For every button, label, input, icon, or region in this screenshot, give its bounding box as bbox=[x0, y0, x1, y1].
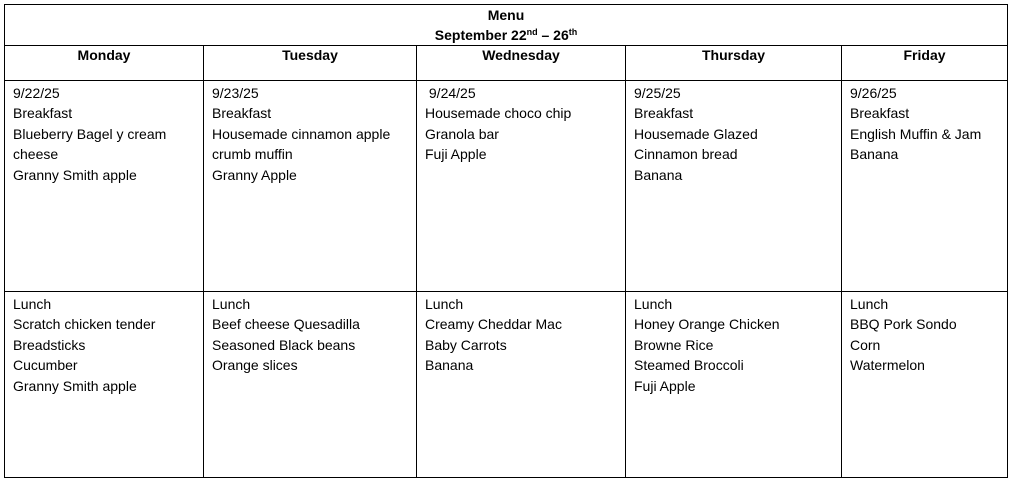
menu-line: Cinnamon bread bbox=[634, 146, 738, 163]
menu-line: Steamed Broccoli bbox=[634, 357, 744, 374]
menu-line: Breakfast bbox=[634, 105, 694, 122]
day-header-friday bbox=[842, 46, 1008, 81]
menu-line: Lunch bbox=[634, 296, 673, 312]
menu-line: English Muffin & Jam bbox=[850, 125, 982, 142]
breakfast-row bbox=[5, 81, 1008, 292]
menu-line: Banana bbox=[425, 357, 474, 374]
menu-line: Granny Smith apple bbox=[13, 166, 137, 183]
day-name: Wednesday bbox=[482, 47, 560, 63]
menu-line: Breakfast bbox=[13, 105, 73, 122]
day-name: Monday bbox=[77, 47, 131, 63]
title-row bbox=[5, 5, 1008, 46]
week-start-suffix: nd bbox=[526, 27, 538, 37]
menu-line: Lunch bbox=[13, 296, 52, 312]
lunch-row bbox=[5, 292, 1008, 478]
menu-title: Menu bbox=[487, 7, 525, 23]
menu-line: Breakfast bbox=[212, 105, 272, 122]
menu-line: 9/25/25 bbox=[634, 85, 681, 101]
breakfast-cell-tuesday bbox=[204, 81, 417, 292]
menu-line: Orange slices bbox=[212, 357, 298, 374]
week-end: – 26 bbox=[537, 27, 569, 43]
week-end-suffix: th bbox=[568, 27, 578, 37]
day-name: Friday bbox=[903, 47, 946, 63]
week-start: September 22 bbox=[434, 27, 527, 43]
day-header-wednesday bbox=[417, 46, 626, 81]
menu-line: Fuji Apple bbox=[634, 377, 696, 394]
menu-line: Blueberry Bagel y cream cheese bbox=[13, 125, 167, 163]
day-name: Thursday bbox=[701, 47, 765, 63]
menu-line: Honey Orange Chicken bbox=[634, 316, 780, 333]
day-header-thursday bbox=[626, 46, 842, 81]
menu-line: Granola bar bbox=[425, 125, 499, 142]
menu-line: Corn bbox=[850, 336, 881, 353]
menu-table bbox=[4, 4, 1008, 478]
menu-line: Scratch chicken tender bbox=[13, 316, 156, 333]
menu-line: Breadsticks bbox=[13, 336, 86, 353]
menu-line: BBQ Pork Sondo bbox=[850, 316, 957, 333]
menu-line: Fuji Apple bbox=[425, 146, 487, 163]
menu-line: Housemade cinnamon apple crumb muffin bbox=[212, 125, 391, 163]
menu-title-cell bbox=[5, 5, 1008, 46]
day-header-monday bbox=[5, 46, 204, 81]
lunch-cell-wednesday bbox=[417, 292, 626, 478]
menu-line: Lunch bbox=[850, 296, 889, 312]
day-name: Tuesday bbox=[282, 47, 338, 63]
menu-line: Breakfast bbox=[850, 105, 910, 122]
menu-line: Seasoned Black beans bbox=[212, 336, 356, 353]
menu-line: Housemade choco chip bbox=[425, 105, 572, 122]
menu-line: 9/22/25 bbox=[13, 85, 60, 101]
menu-line: Baby Carrots bbox=[425, 336, 507, 353]
menu-line: Granny Smith apple bbox=[13, 377, 137, 394]
breakfast-cell-friday bbox=[842, 81, 1008, 292]
day-header-row bbox=[5, 46, 1008, 81]
menu-line: Banana bbox=[850, 146, 899, 163]
lunch-cell-thursday bbox=[626, 292, 842, 478]
week-range bbox=[5, 25, 1007, 45]
menu-line: Creamy Cheddar Mac bbox=[425, 316, 562, 333]
breakfast-cell-monday bbox=[5, 81, 204, 292]
breakfast-cell-thursday bbox=[626, 81, 842, 292]
menu-line: Housemade Glazed bbox=[634, 125, 758, 142]
menu-line: 9/23/25 bbox=[212, 85, 259, 101]
day-header-tuesday bbox=[204, 46, 417, 81]
lunch-cell-monday bbox=[5, 292, 204, 478]
menu-line: Cucumber bbox=[13, 357, 78, 374]
lunch-cell-tuesday bbox=[204, 292, 417, 478]
menu-line: Browne Rice bbox=[634, 336, 714, 353]
menu-line: Lunch bbox=[212, 296, 251, 312]
lunch-cell-friday bbox=[842, 292, 1008, 478]
menu-line: 9/26/25 bbox=[850, 85, 897, 101]
menu-line: Banana bbox=[634, 166, 683, 183]
menu-line: Beef cheese Quesadilla bbox=[212, 316, 360, 333]
breakfast-cell-wednesday bbox=[417, 81, 626, 292]
menu-line: Watermelon bbox=[850, 357, 925, 374]
menu-line: 9/24/25 bbox=[425, 85, 476, 101]
menu-line: Lunch bbox=[425, 296, 464, 312]
menu-line: Granny Apple bbox=[212, 166, 297, 183]
